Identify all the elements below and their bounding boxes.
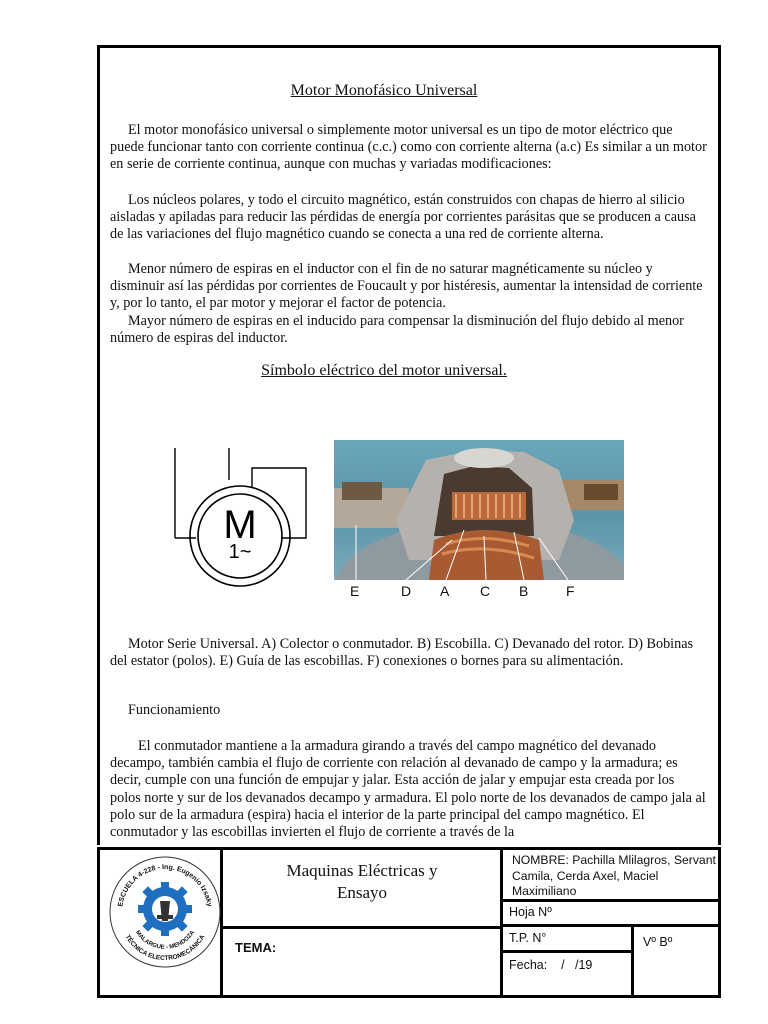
motor-symbol-diagram xyxy=(170,448,310,593)
logo-text-city: MALARGUE - MENDOZA xyxy=(133,929,197,951)
paragraph-inductor: Menor número de espiras en el inductor con el fin de no saturar magnéticamente su núcleo y disminuir así las pérdidas por corrientes de Foucault y por histéresis, aumentar la intensidad de corriente y, por lo tanto, el par motor y mejorar el factor de potencia. xyxy=(110,261,703,312)
photo-label-e: E xyxy=(350,583,360,599)
page-title: Motor Monofásico Universal xyxy=(290,82,478,99)
photo-label-f: F xyxy=(566,583,575,599)
funcionamiento-heading: Funcionamiento xyxy=(128,702,221,718)
tp-label: T.P. N° xyxy=(509,931,547,945)
logo-text-bottom: TÉCNICA ELECTROMECÁNICA xyxy=(123,933,207,963)
visto-bueno-label: Vº Bº xyxy=(643,935,673,949)
photo-label-d: D xyxy=(401,583,412,599)
paragraph-intro: El motor monofásico universal o simplemente motor universal es un tipo de motor eléctrico que puede funcionar tanto con corriente continua (c.c.) como con corriente alterna (a.c) Es similar a un motor en serie de corriente continua, aunque con muchas y variadas modificaciones: xyxy=(110,122,707,173)
photo-label-b: B xyxy=(519,583,529,599)
paragraph-inducido: Mayor número de espiras en el inducido para compensar la disminución del flujo debido al menor número de espiras del inductor. xyxy=(110,313,684,347)
tema-label: TEMA: xyxy=(235,940,277,955)
subject-line-2: Ensayo xyxy=(336,883,388,902)
symbol-subtitle: Símbolo eléctrico del motor universal. xyxy=(261,362,507,379)
subject-line-1: Maquinas Eléctricas y xyxy=(286,861,438,880)
hoja-label: Hoja Nº xyxy=(509,905,552,919)
photo-caption: Motor Serie Universal. A) Colector o conmutador. B) Escobilla. C) Devanado del rotor. D) Bobinas del estator (polos). E) Guía de las escobillas. F) conexiones o bornes para su alimentación. xyxy=(110,636,694,670)
logo-text-top: ESCUELA 4-228 - Ing. Eugenio Izsaky xyxy=(117,863,213,908)
photo-label-a: A xyxy=(440,583,450,599)
photo-label-c: C xyxy=(480,583,491,599)
fecha-label: Fecha: / /19 xyxy=(509,958,593,972)
school-logo xyxy=(108,853,222,971)
student-names: NOMBRE: Pachilla Mlilagros, Servant Camila, Cerda Axel, Maciel Maximiliano xyxy=(512,853,716,898)
funcionamiento-paragraph: El conmutador mantiene a la armadura girando a través del campo magnético del devanado decampo, también cambia el flujo de corriente con relación al devanado de campo y la armadura; es decir, cumple con una función de empujar y jalar. Esta acción de jalar y empujar esta creada por los polos norte y sur de los devanados decampo y armadura. El polo norte de los devanados de campo jala al polo sur de la armadura (espira) hacia el interior de la parte principal del campo magnético. El conmutador y las escobillas invierten el flujo de corriente a través de la xyxy=(110,738,706,841)
subject-title xyxy=(222,860,502,904)
motor-photo xyxy=(334,440,624,580)
motor-symbol-letter: M xyxy=(223,503,257,547)
gear-icon xyxy=(138,882,192,936)
paragraph-nucleos: Los núcleos polares, y todo el circuito magnético, están construidos con chapas de hierro al silicio aisladas y apiladas para reducir las pérdidas de energía por corrientes parásitas que se producen a causa de las variaciones del flujo magnético cuando se conecta a una red de corriente alterna. xyxy=(110,192,696,243)
motor-symbol-phase: 1~ xyxy=(228,541,252,563)
